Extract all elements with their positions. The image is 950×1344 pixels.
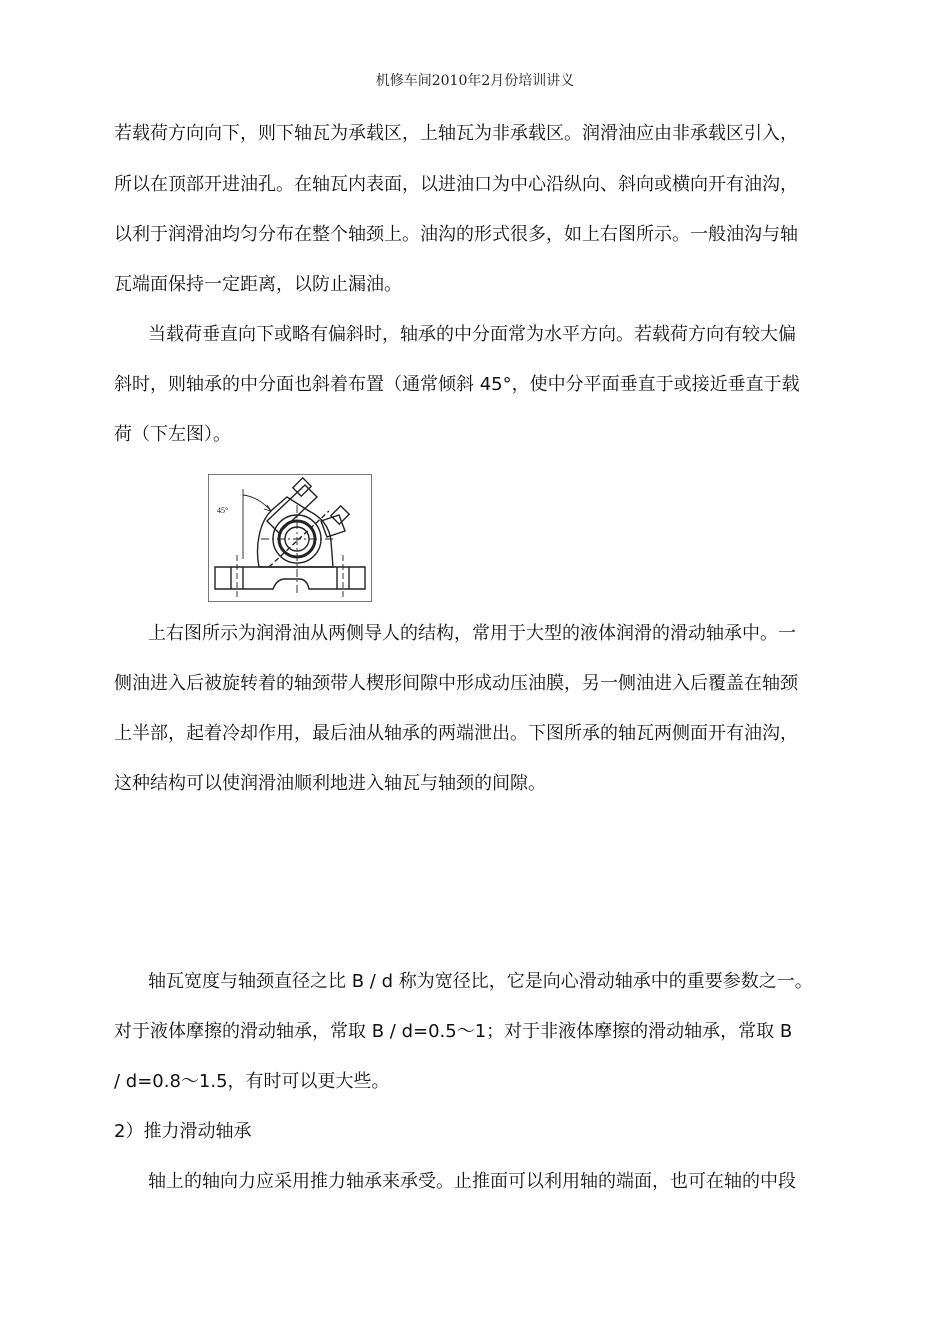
- paragraph-line: 对于液体摩擦的滑动轴承，常取 B / d=0.5～1；对于非液体摩擦的滑动轴承，常取 B: [114, 1021, 793, 1042]
- paragraph-line: 斜时，则轴承的中分面也斜着布置（通常倾斜 45°，使中分平面垂直于或接近垂直于载: [114, 374, 800, 395]
- bearing-base: [215, 567, 365, 589]
- bearing-drawing: [209, 475, 371, 601]
- paragraph-line: 当载荷垂直向下或略有偏斜时，轴承的中分面常为水平方向。若载荷方向有较大偏: [148, 324, 796, 345]
- section-heading: 2）推力滑动轴承: [114, 1121, 252, 1142]
- paragraph-line: 上右图所示为润滑油从两侧导人的结构，常用于大型的液体润滑的滑动轴承中。一: [148, 623, 796, 644]
- paragraph-line: 所以在顶部开进油孔。在轴瓦内表面，以进油口为中心沿纵向、斜向或横向开有油沟，: [114, 174, 798, 195]
- paragraph-line: 以利于润滑油均匀分布在整个轴颈上。油沟的形式很多，如上右图所示。一般油沟与轴: [114, 224, 798, 245]
- paragraph-line: 这种结构可以使润滑油顺利地进入轴瓦与轴颈的间隙。: [114, 773, 546, 794]
- paragraph-line: 荷（下左图）。: [114, 424, 231, 445]
- bearing-45-degree-figure: [208, 474, 372, 602]
- angle-arc: [243, 495, 271, 511]
- paragraph-line: 瓦端面保持一定距离，以防止漏油。: [114, 274, 402, 295]
- page-header: 机修车间2010年2月份培训讲义: [375, 73, 575, 89]
- paragraph-line: 上半部，起着冷却作用，最后油从轴承的两端泄出。下图所承的轴瓦两侧面开有油沟，: [114, 723, 798, 744]
- cap-bolt-right: [331, 506, 349, 524]
- angle-arrow: [264, 505, 271, 511]
- paragraph-line: 轴瓦宽度与轴颈直径之比 B / d 称为宽径比，它是向心滑动轴承中的重要参数之一。: [148, 971, 813, 992]
- paragraph-line: 若载荷方向向下，则下轴瓦为承载区，上轴瓦为非承载区。润滑油应由非承载区引入，: [114, 123, 798, 144]
- angle-label: 45°: [217, 506, 229, 515]
- paragraph-line: / d=0.8～1.5，有时可以更大些。: [114, 1071, 390, 1092]
- paragraph-line: 侧油进入后被旋转着的轴颈带人楔形间隙中形成动压油膜，另一侧油进入后覆盖在轴颈: [114, 673, 798, 694]
- paragraph-line: 轴上的轴向力应采用推力轴承来承受。止推面可以利用轴的端面，也可在轴的中段: [148, 1171, 796, 1192]
